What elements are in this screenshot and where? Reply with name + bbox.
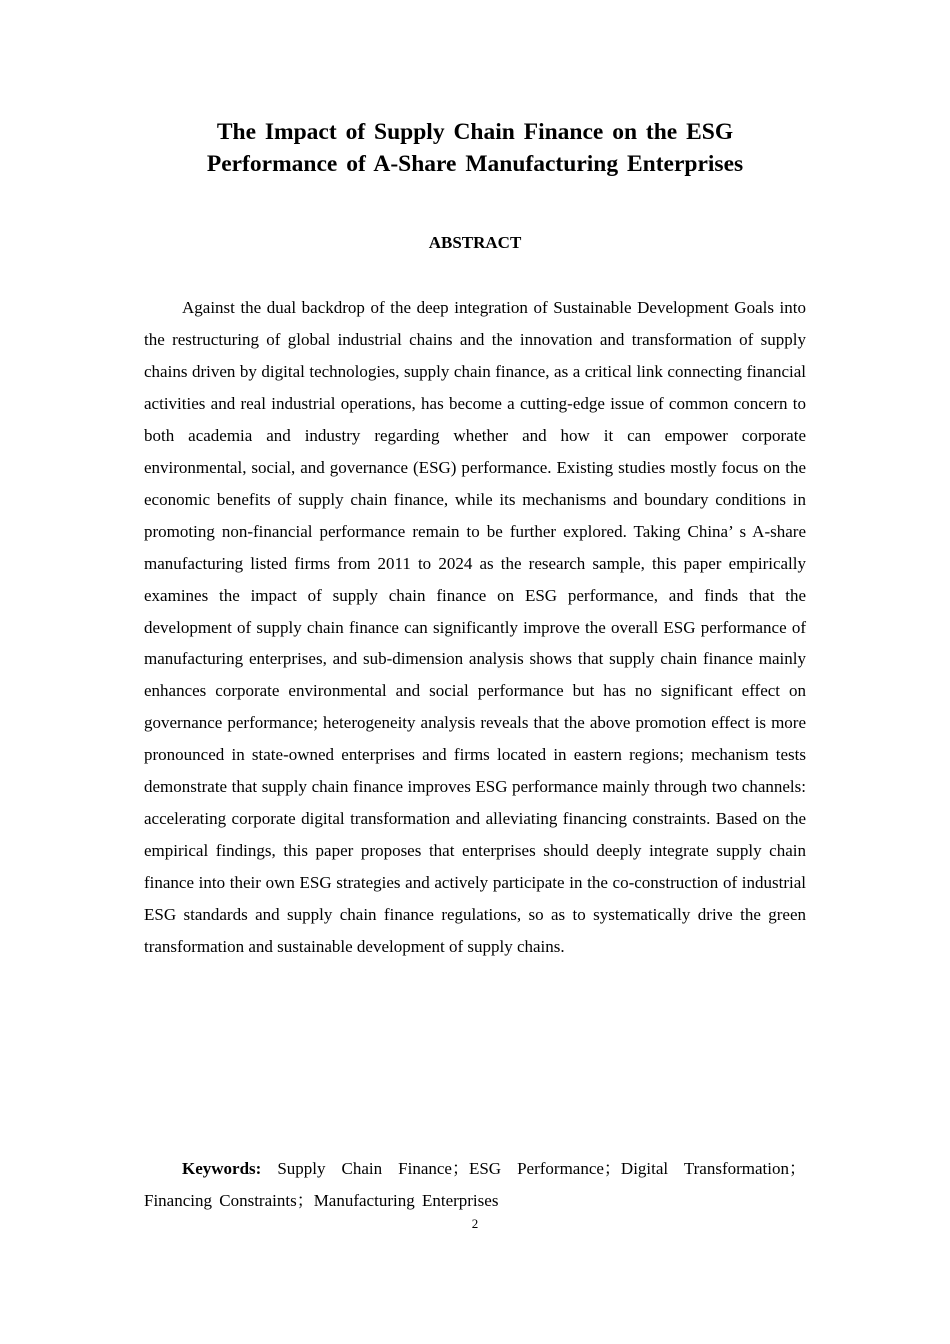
- paper-title-line-2: Performance of A-Share Manufacturing Enterprises: [206, 151, 744, 177]
- paper-title-line-1: The Impact of Supply Chain Finance on the ESG: [216, 119, 734, 145]
- keywords-paragraph: [144, 1153, 806, 1216]
- abstract-heading: ABSTRACT: [428, 233, 522, 252]
- keywords-list: Supply Chain Finance；ESG Performance；Digital Transformation；Financing Constraints；Manufacturing Enterprises: [144, 1159, 806, 1210]
- paper-title: [144, 116, 806, 180]
- keywords-label: Keywords:: [182, 1159, 262, 1178]
- page-number: 2: [471, 1216, 479, 1231]
- abstract-paragraph: Against the dual backdrop of the deep integration of Sustainable Development Goals into the restructuring of global industrial chains and the innovation and transformation of supply chains driven by digital technologies, supply chain finance, as a critical link connecting financial activities and real industrial operations, has become a cutting-edge issue of common concern to both academia and industry regarding whether and how it can empower corporate environmental, social, and governance (ESG) performance. Existing studies mostly focus on the economic benefits of supply chain finance, while its mechanisms and boundary conditions in promoting non-financial performance remain to be further explored. Taking China’ s A-share manufacturing listed firms from 2011 to 2024 as the research sample, this paper empirically examines the impact of supply chain finance on ESG performance, and finds that the development of supply chain finance can significantly improve the overall ESG performance of manufacturing enterprises, and sub-dimension analysis shows that supply chain finance mainly enhances corporate environmental and social performance but has no significant effect on governance performance; heterogeneity analysis reveals that the above promotion effect is more pronounced in state-owned enterprises and firms located in eastern regions; mechanism tests demonstrate that supply chain finance improves ESG performance mainly through two channels: accelerating corporate digital transformation and alleviating financing constraints. Based on the empirical findings, this paper proposes that enterprises should deeply integrate supply chain finance into their own ESG strategies and actively participate in the co-construction of industrial ESG standards and supply chain finance regulations, so as to systematically drive the green transformation and sustainable development of supply chains.: [144, 298, 806, 957]
